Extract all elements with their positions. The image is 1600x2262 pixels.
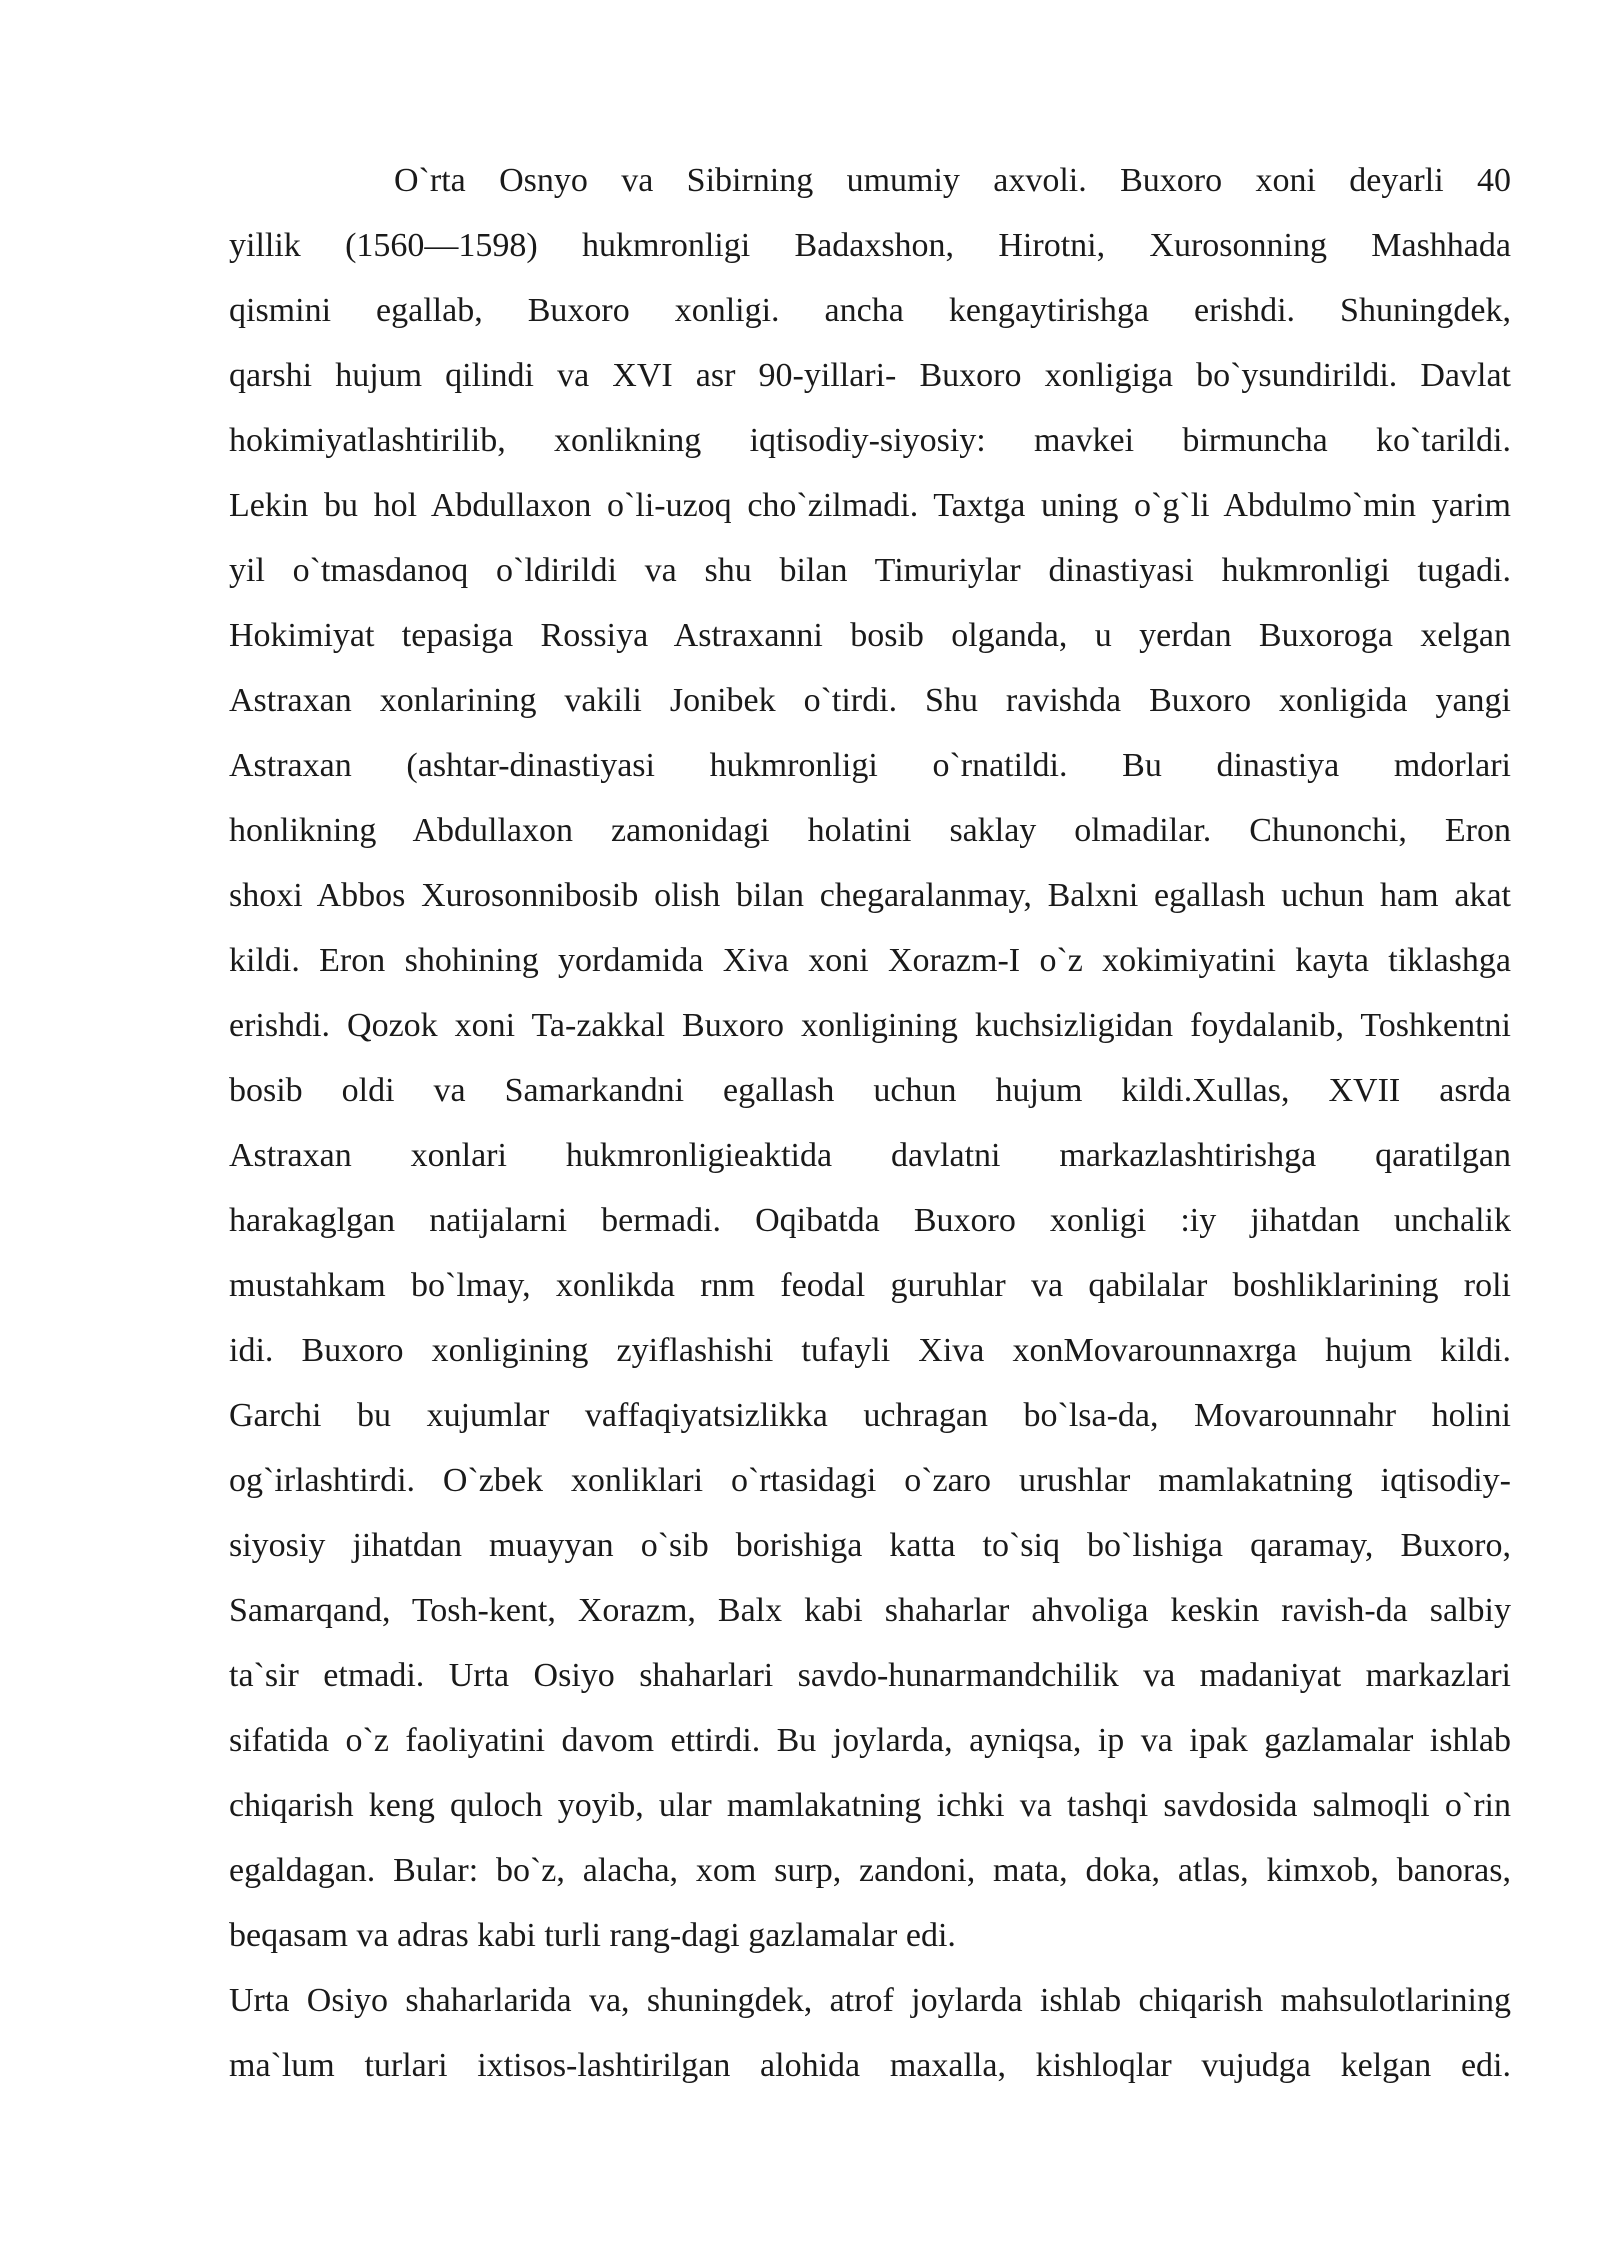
text-line: beqasam va adras kabi turli rang-dagi gazlamalar edi. [229, 1917, 956, 1954]
text-line: yil o`tmasdanoq o`ldirildi va shu bilan Timuriylar dinastiyasi hukmronligi tugadi. [229, 552, 1511, 589]
text-line: Urta Osiyo shaharlarida va, shuningdek, atrof joylarda ishlab chiqarish mahsulotlarining [229, 1982, 1511, 2019]
text-line: Hokimiyat tepasiga Rossiya Astraxanni bosib olganda, u yerdan Buxoroga xelgan [229, 617, 1511, 654]
text-line: ta`sir etmadi. Urta Osiyo shaharlari savdo-hunarmandchilik va madaniyat markazlari [229, 1657, 1511, 1694]
text-line: qarshi hujum qilindi va XVI asr 90-yillari- Buxoro xonligiga bo`ysundirildi. Davlat [229, 357, 1511, 394]
text-line: kildi. Eron shohining yordamida Xiva xoni Xorazm-I o`z xokimiyatini kayta tiklashga [229, 942, 1511, 979]
text-line: ma`lum turlari ixtisos-lashtirilgan alohida maxalla, kishloqlar vujudga kelgan edi. [229, 2047, 1511, 2084]
text-line: chiqarish keng quloch yoyib, ular mamlakatning ichki va tashqi savdosida salmoqli o`rin [229, 1787, 1511, 1824]
text-line: og`irlashtirdi. O`zbek xonliklari o`rtasidagi o`zaro urushlar mamlakatning iqtisodiy- [229, 1462, 1511, 1499]
text-line: Samarqand, Tosh-kent, Xorazm, Balx kabi shaharlar ahvoliga keskin ravish-da salbiy [229, 1592, 1511, 1629]
text-line: O`rta Osnyo va Sibirning umumiy axvoli. Buxoro xoni deyarli 40 [394, 162, 1511, 199]
document-body [229, 148, 1511, 2098]
text-line: idi. Buxoro xonligining zyiflashishi tufayli Xiva xonMovarounnaxrga hujum kildi. [229, 1332, 1511, 1369]
text-line: honlikning Abdullaxon zamonidagi holatini saklay olmadilar. Chunonchi, Eron [229, 812, 1511, 849]
text-line: Astraxan (ashtar-dinastiyasi hukmronligi o`rnatildi. Bu dinastiya mdorlari [229, 747, 1511, 784]
text-line: shoxi Abbos Xurosonnibosib olish bilan chegaralanmay, Balxni egallash uchun ham akat [229, 877, 1511, 914]
text-line: egaldagan. Bular: bo`z, alacha, xom surp, zandoni, mata, doka, atlas, kimxob, banoras, [229, 1852, 1511, 1889]
text-line: bosib oldi va Samarkandni egallash uchun hujum kildi.Xullas, XVII asrda [229, 1072, 1511, 1109]
text-line: qismini egallab, Buxoro xonligi. ancha kengaytirishga erishdi. Shuningdek, [229, 292, 1511, 329]
text-line: Astraxan xonlarining vakili Jonibek o`tirdi. Shu ravishda Buxoro xonligida yangi [229, 682, 1511, 719]
text-line: Lekin bu hol Abdullaxon o`li-uzoq cho`zilmadi. Taxtga uning o`g`li Abdulmo`min yarim [229, 487, 1511, 524]
text-line: sifatida o`z faoliyatini davom ettirdi. Bu joylarda, ayniqsa, ip va ipak gazlamalar ishlab [229, 1722, 1511, 1759]
text-line: siyosiy jihatdan muayyan o`sib borishiga katta to`siq bo`lishiga qaramay, Buxoro, [229, 1527, 1511, 1564]
text-line: yillik (1560—1598) hukmronligi Badaxshon, Hirotni, Xurosonning Mashhada [229, 227, 1511, 264]
text-line: erishdi. Qozok xoni Ta-zakkal Buxoro xonligining kuchsizligidan foydalanib, Toshkentni [229, 1007, 1511, 1044]
text-line: mustahkam bo`lmay, xonlikda rnm feodal guruhlar va qabilalar boshliklarining roli [229, 1267, 1511, 1304]
text-line: Garchi bu xujumlar vaffaqiyatsizlikka uchragan bo`lsa-da, Movarounnahr holini [229, 1397, 1511, 1434]
text-line: harakaglgan natijalarni bermadi. Oqibatda Buxoro xonligi :iy jihatdan unchalik [229, 1202, 1511, 1239]
text-line: Astraxan xonlari hukmronligieaktida davlatni markazlashtirishga qaratilgan [229, 1137, 1511, 1174]
text-line: hokimiyatlashtirilib, xonlikning iqtisodiy-siyosiy: mavkei birmuncha ko`tarildi. [229, 422, 1511, 459]
